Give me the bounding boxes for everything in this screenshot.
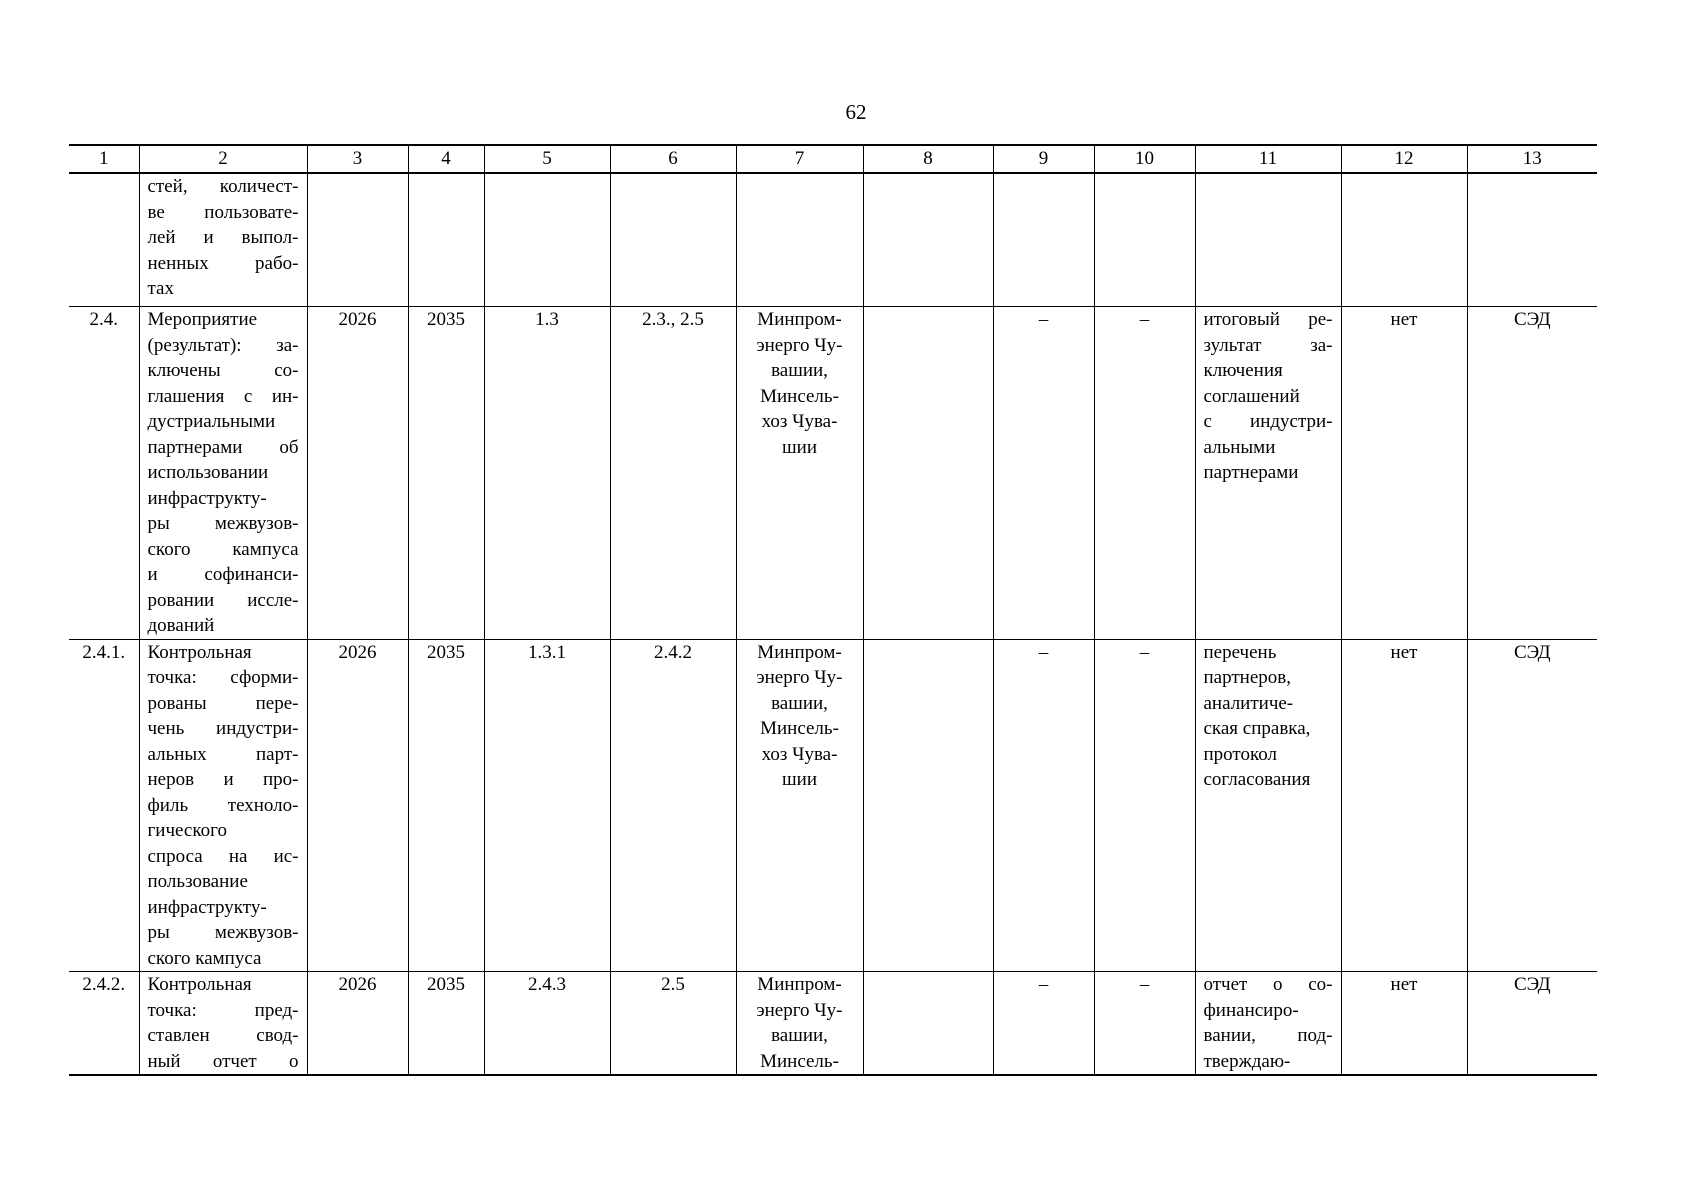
text-line: вашии, bbox=[771, 1025, 828, 1046]
column-header: 5 bbox=[484, 145, 610, 173]
text-line: хоз Чува- bbox=[761, 411, 838, 432]
result-document bbox=[1195, 639, 1341, 972]
col-10-cell: – bbox=[1094, 307, 1195, 640]
executor bbox=[736, 639, 863, 972]
text-line: тверждаю- bbox=[1203, 1050, 1291, 1072]
measure-name bbox=[139, 307, 307, 640]
text-line: гического bbox=[147, 820, 227, 841]
col-6-cell: 2.5 bbox=[610, 972, 736, 1076]
text-line: ве пользовате- bbox=[147, 201, 299, 223]
executor bbox=[736, 307, 863, 640]
col-6-cell: 2.3., 2.5 bbox=[610, 307, 736, 640]
col-5-cell: 1.3.1 bbox=[484, 639, 610, 972]
col-10-cell bbox=[1094, 173, 1195, 307]
start-year: 2026 bbox=[307, 639, 408, 972]
table-row bbox=[69, 972, 1597, 1076]
text-line: точка: сформи- bbox=[147, 667, 299, 688]
col-8-cell bbox=[863, 972, 993, 1076]
col-8-cell bbox=[863, 173, 993, 307]
text-line: Контрольная bbox=[147, 974, 252, 995]
text-line: Минсель- bbox=[760, 718, 839, 739]
text-line: ключения bbox=[1203, 360, 1283, 381]
text-line: (результат): за- bbox=[147, 334, 299, 356]
text-line: энерго Чу- bbox=[756, 334, 843, 356]
col-10-cell: – bbox=[1094, 639, 1195, 972]
text-line: Минпром- bbox=[757, 641, 842, 663]
text-line: финансиро- bbox=[1203, 999, 1299, 1021]
table-row bbox=[69, 639, 1597, 972]
col-9-cell bbox=[993, 173, 1094, 307]
text-line: вашии, bbox=[771, 692, 828, 714]
text-line: неров и про- bbox=[147, 769, 299, 790]
text-line: инфраструкту- bbox=[147, 896, 267, 918]
executor bbox=[736, 972, 863, 1076]
text-line: отчет о со- bbox=[1203, 974, 1333, 995]
measure-name bbox=[139, 639, 307, 972]
column-header: 6 bbox=[610, 145, 736, 173]
page-number: 62 bbox=[845, 100, 867, 124]
col-13-cell: СЭД bbox=[1467, 639, 1597, 972]
row-number: 2.4. bbox=[69, 307, 139, 640]
text-line: ского кампуса bbox=[147, 538, 299, 560]
text-line: зультат за- bbox=[1203, 334, 1333, 356]
col-12-cell: нет bbox=[1341, 972, 1467, 1076]
column-header: 11 bbox=[1195, 145, 1341, 173]
text-line: лей и выпол- bbox=[147, 227, 299, 248]
text-line: энерго Чу- bbox=[756, 667, 843, 688]
measure-name bbox=[139, 173, 307, 307]
text-line: и софинанси- bbox=[147, 564, 299, 585]
text-line: точка: пред- bbox=[147, 999, 299, 1021]
column-header: 3 bbox=[307, 145, 408, 173]
col-12-cell: нет bbox=[1341, 639, 1467, 972]
measures-table bbox=[69, 144, 1597, 1076]
text-line: альных парт- bbox=[147, 743, 299, 765]
text-line: с индустри- bbox=[1203, 411, 1333, 432]
col-9-cell: – bbox=[993, 307, 1094, 640]
column-header: 1 bbox=[69, 145, 139, 173]
end-year bbox=[408, 173, 484, 307]
end-year: 2035 bbox=[408, 639, 484, 972]
text-line: итоговый ре- bbox=[1203, 309, 1333, 330]
column-header: 4 bbox=[408, 145, 484, 173]
start-year bbox=[307, 173, 408, 307]
text-line: вании, под- bbox=[1203, 1025, 1333, 1046]
text-line: Минпром- bbox=[757, 974, 842, 995]
result-document bbox=[1195, 173, 1341, 307]
column-number-row bbox=[69, 145, 1597, 173]
text-line: ровании иссле- bbox=[147, 589, 299, 611]
text-line: инфраструкту- bbox=[147, 487, 267, 509]
col-9-cell: – bbox=[993, 639, 1094, 972]
measure-name bbox=[139, 972, 307, 1076]
column-header: 7 bbox=[736, 145, 863, 173]
text-line: пользование bbox=[147, 871, 248, 892]
text-line: стей, количест- bbox=[147, 176, 299, 197]
text-line: партнерами об bbox=[147, 436, 299, 458]
col-8-cell bbox=[863, 307, 993, 640]
start-year: 2026 bbox=[307, 972, 408, 1076]
text-line: ключены со- bbox=[147, 360, 299, 381]
text-line: ры межвузов- bbox=[147, 513, 299, 534]
col-12-cell bbox=[1341, 173, 1467, 307]
text-line: шии bbox=[782, 436, 817, 458]
col-5-cell: 2.4.3 bbox=[484, 972, 610, 1076]
text-line: хоз Чува- bbox=[761, 743, 838, 765]
text-line: Мероприятие bbox=[147, 309, 258, 330]
col-13-cell bbox=[1467, 173, 1597, 307]
text-line: Контрольная bbox=[147, 641, 252, 663]
table-row bbox=[69, 307, 1597, 640]
col-12-cell: нет bbox=[1341, 307, 1467, 640]
text-line: ская справка, bbox=[1203, 718, 1311, 739]
col-9-cell: – bbox=[993, 972, 1094, 1076]
table-header bbox=[69, 145, 1597, 173]
start-year: 2026 bbox=[307, 307, 408, 640]
col-10-cell: – bbox=[1094, 972, 1195, 1076]
text-line: партнерами bbox=[1203, 462, 1299, 483]
col-8-cell bbox=[863, 639, 993, 972]
text-line: Минсель- bbox=[760, 385, 839, 407]
text-line: вашии, bbox=[771, 360, 828, 381]
text-line: дустриальными bbox=[147, 411, 276, 432]
result-document bbox=[1195, 972, 1341, 1076]
col-13-cell: СЭД bbox=[1467, 307, 1597, 640]
column-header: 8 bbox=[863, 145, 993, 173]
column-header: 13 bbox=[1467, 145, 1597, 173]
text-line: альными bbox=[1203, 436, 1276, 458]
text-line: глашения с ин- bbox=[147, 385, 299, 407]
column-header: 10 bbox=[1094, 145, 1195, 173]
text-line: дований bbox=[147, 615, 215, 636]
end-year: 2035 bbox=[408, 972, 484, 1076]
col-6-cell: 2.4.2 bbox=[610, 639, 736, 972]
text-line: спроса на ис- bbox=[147, 845, 299, 867]
text-line: ставлен свод- bbox=[147, 1025, 299, 1046]
text-line: соглашений bbox=[1203, 385, 1300, 407]
text-line: Минсель- bbox=[760, 1050, 839, 1072]
result-document bbox=[1195, 307, 1341, 640]
text-line: ры межвузов- bbox=[147, 922, 299, 943]
row-number: 2.4.2. bbox=[69, 972, 139, 1076]
col-5-cell bbox=[484, 173, 610, 307]
text-line: протокол bbox=[1203, 743, 1277, 765]
text-line: ского кампуса bbox=[147, 947, 262, 969]
text-line: филь техноло- bbox=[147, 794, 299, 816]
text-line: энерго Чу- bbox=[756, 999, 843, 1021]
text-line: ный отчет о bbox=[147, 1050, 299, 1072]
executor bbox=[736, 173, 863, 307]
row-number bbox=[69, 173, 139, 307]
col-6-cell bbox=[610, 173, 736, 307]
text-line: ненных рабо- bbox=[147, 252, 299, 274]
text-line: шии bbox=[782, 769, 817, 790]
text-line: партнеров, bbox=[1203, 667, 1291, 688]
col-5-cell: 1.3 bbox=[484, 307, 610, 640]
text-line: использовании bbox=[147, 462, 269, 483]
row-number: 2.4.1. bbox=[69, 639, 139, 972]
column-header: 12 bbox=[1341, 145, 1467, 173]
col-13-cell: СЭД bbox=[1467, 972, 1597, 1076]
table-row bbox=[69, 173, 1597, 307]
text-line: тах bbox=[147, 278, 174, 299]
text-line: чень индустри- bbox=[147, 718, 299, 739]
text-line: согласования bbox=[1203, 769, 1311, 790]
end-year: 2035 bbox=[408, 307, 484, 640]
text-line: аналитиче- bbox=[1203, 692, 1294, 714]
text-line: перечень bbox=[1203, 641, 1277, 663]
column-header: 9 bbox=[993, 145, 1094, 173]
text-line: рованы пере- bbox=[147, 692, 299, 714]
column-header: 2 bbox=[139, 145, 307, 173]
text-line: Минпром- bbox=[757, 309, 842, 330]
